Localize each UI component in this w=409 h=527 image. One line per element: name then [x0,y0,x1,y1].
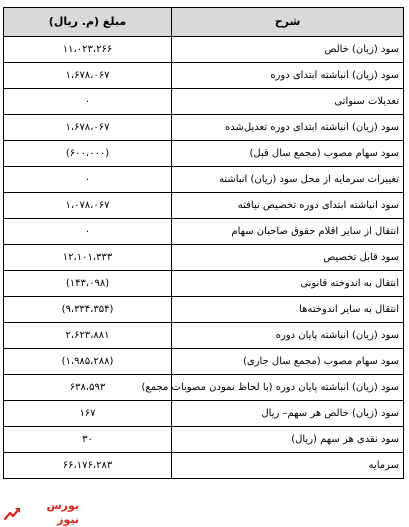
row-description: سود (زیان) انباشته پایان دوره [172,323,404,349]
row-amount: (۱،۹۸۵،۲۸۸) [4,349,172,375]
row-amount: (۱۴۳،۰۹۸) [4,271,172,297]
table-row [4,297,404,323]
financial-table [3,7,404,479]
row-amount: ۲،۶۲۳،۸۸۱ [4,323,172,349]
row-description: سود انباشته ابتدای دوره تخصیص نیافته [172,193,404,219]
table-row [4,271,404,297]
table-row [4,453,404,479]
table-row [4,167,404,193]
table-row [4,219,404,245]
row-description: سود نقدی هر سهم (ریال) [172,427,404,453]
row-amount: ۱،۶۷۸،۰۶۷ [4,63,172,89]
table-row [4,115,404,141]
row-amount: ۱،۶۷۸،۰۶۷ [4,115,172,141]
bourse-news-arrow-icon [4,505,22,521]
row-description: سود سهام مصوب (مجمع سال جاری) [172,349,404,375]
row-description: سود (زیان) انباشته پایان دوره (با لحاظ نمودن مصوبات مجمع) [172,375,404,401]
row-description: تعدیلات سنواتی [172,89,404,115]
table-row [4,349,404,375]
row-amount: (۹،۳۳۴،۳۵۴) [4,297,172,323]
table-row [4,63,404,89]
row-description: انتقال به اندوخته قانونی [172,271,404,297]
table-row [4,323,404,349]
table-header-row [4,8,404,37]
table-row [4,37,404,63]
row-amount: ۱۶۷ [4,401,172,427]
row-amount: ۰ [4,167,172,193]
row-amount: ۱۱،۰۲۳،۲۶۶ [4,37,172,63]
table-row [4,89,404,115]
row-description: سرمایه [172,453,404,479]
row-amount: ۶۳۸،۵۹۳ [4,375,172,401]
row-description: سود (زیان) انباشته ابتدای دوره تعدیل‌شده [172,115,404,141]
row-description: انتقال از سایر اقلام حقوق صاحبان سهام [172,219,404,245]
header-description: شرح [172,8,404,37]
table-row [4,141,404,167]
row-amount: ۰ [4,89,172,115]
row-description: سود سهام مصوب (مجمع سال قبل) [172,141,404,167]
header-amount: مبلغ (م. ریال) [4,8,172,37]
row-amount: ۱،۰۷۸،۰۶۷ [4,193,172,219]
row-description: تغییرات سرمایه از محل سود (زیان) انباشته [172,167,404,193]
row-description: سود (زیان) انباشته ابتدای دوره [172,63,404,89]
row-description: سود (زیان) خالص هر سهم– ریال [172,401,404,427]
row-amount: ۱۲،۱۰۱،۳۳۳ [4,245,172,271]
table-row [4,401,404,427]
row-description: سود قابل تخصیص [172,245,404,271]
row-description: سود (زیان) خالص [172,37,404,63]
table-row [4,375,404,401]
row-description: انتقال به سایر اندوخته‌ها [172,297,404,323]
table-row [4,427,404,453]
row-amount: ۰ [4,219,172,245]
bourse-news-watermark [4,499,79,526]
row-amount: (۶۰۰،۰۰۰) [4,141,172,167]
table-row [4,193,404,219]
table-row [4,245,404,271]
row-amount: ۶۶،۱۷۶،۲۸۳ [4,453,172,479]
row-amount: ۳۰ [4,427,172,453]
watermark-text: بورس نیوز [46,499,79,526]
